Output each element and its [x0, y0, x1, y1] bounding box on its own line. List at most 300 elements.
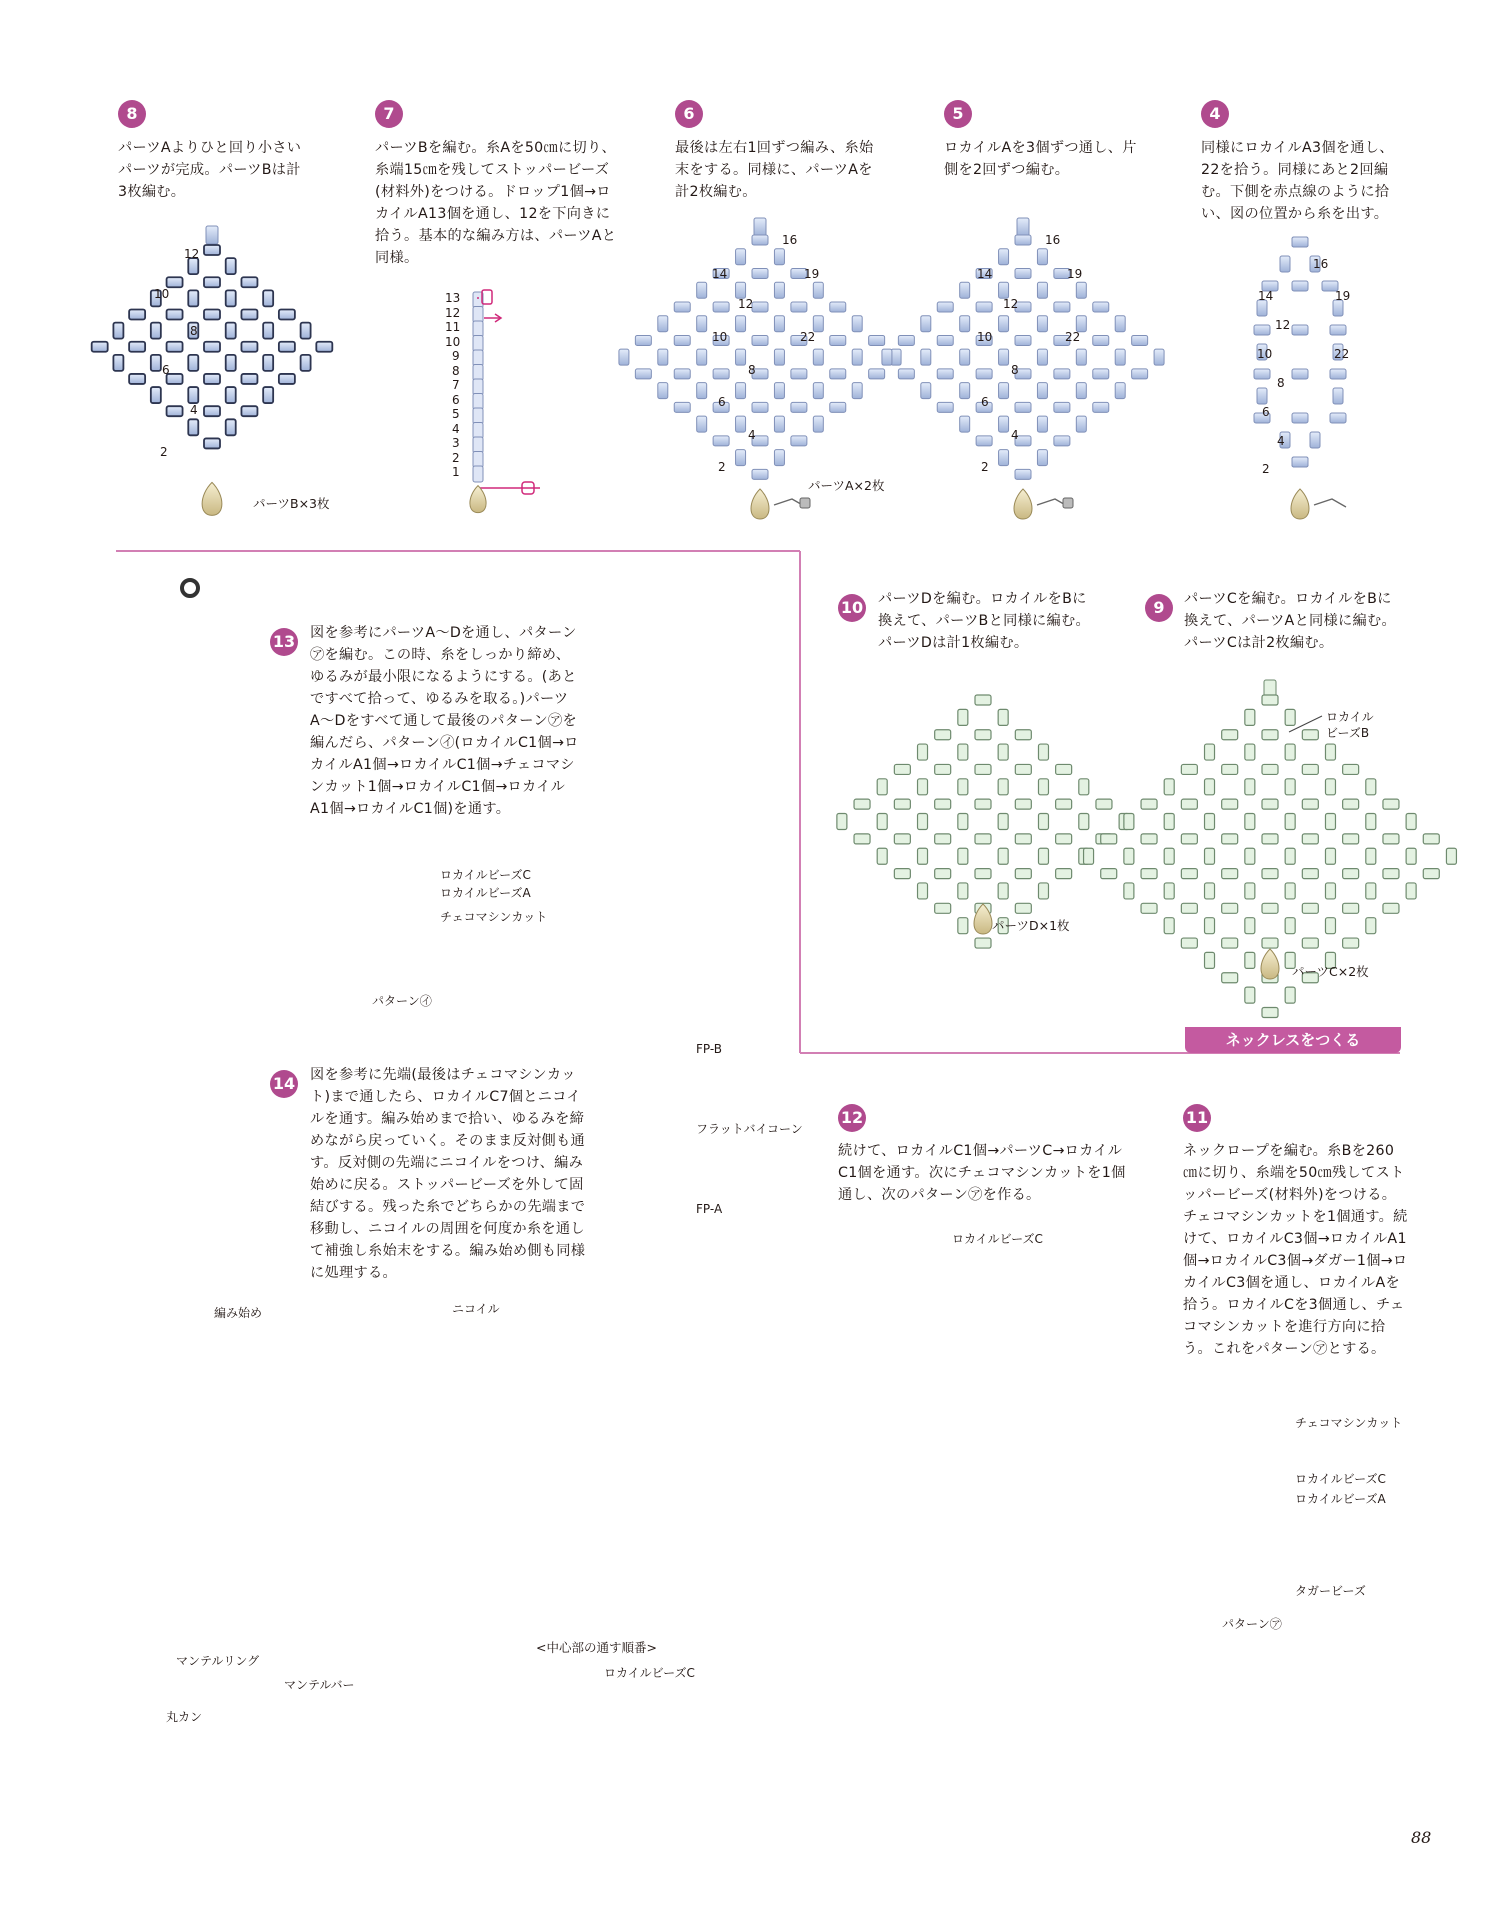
- bead: [1093, 335, 1109, 345]
- bead: [1325, 883, 1335, 899]
- step-13-badge: 13: [270, 628, 298, 656]
- parts-c-diagram: [1084, 680, 1457, 1017]
- bead: [1292, 325, 1308, 335]
- bead: [1164, 814, 1174, 830]
- label-partsD-x1: パーツD×1枚: [992, 918, 1070, 933]
- diagram-number: 2: [718, 460, 726, 474]
- step-10-badge: 10: [838, 594, 866, 622]
- bead: [1330, 369, 1346, 379]
- diagram-number: 2: [981, 460, 989, 474]
- label-dagger: タガービーズ: [1295, 1584, 1366, 1598]
- row-number: 13: [445, 291, 461, 305]
- step-11-text: ネックロープを編む。糸Bを260㎝に切り、糸端を50㎝残してストッパービーズ(材料外)をつける。チェコマシンカットを1個通す。続けて、ロカイルC3個→ロカイルA1個→ロカイルC3個→ダガー1個→ロカイルC3個を通し、ロカイルAを拾う。ロカイルCを3個通し、チェコマシンカットを進行方向に拾う。これをパターン㋐とする。: [1183, 1143, 1408, 1357]
- bead: [1101, 869, 1117, 879]
- step-8-badge: 8: [118, 100, 146, 128]
- bead: [752, 302, 768, 312]
- page-number: 88: [1411, 1828, 1432, 1847]
- bead: [813, 383, 823, 399]
- label-rocaille-c-11: ロカイルビーズC: [1295, 1472, 1386, 1486]
- bead: [975, 695, 991, 705]
- bead: [1056, 764, 1072, 774]
- bead: [1262, 1007, 1278, 1017]
- bead: [852, 316, 862, 332]
- bead: [1325, 779, 1335, 795]
- bead: [998, 848, 1008, 864]
- bead: [1280, 256, 1290, 272]
- bead: [1205, 952, 1215, 968]
- bead: [813, 349, 823, 365]
- bead: [1245, 814, 1255, 830]
- bead: [1164, 883, 1174, 899]
- bead: [813, 282, 823, 298]
- bead: [752, 235, 768, 245]
- bead: [113, 355, 123, 371]
- step-5-text: ロカイルAを3個ずつ通し、片側を2回ずつ編む。: [944, 140, 1137, 178]
- stopper-bead: [800, 498, 810, 508]
- bead: [752, 402, 768, 412]
- step-6-text: 最後は左右1回ずつ編み、糸始末をする。同様に、パーツAを計2枚編む。: [675, 140, 874, 200]
- label-mantel-bar: マンテルバー: [284, 1678, 355, 1692]
- bead: [1115, 383, 1125, 399]
- bead: [1164, 848, 1174, 864]
- bead: [1038, 814, 1048, 830]
- bead: [1079, 779, 1089, 795]
- bead: [1115, 349, 1125, 365]
- bead: [206, 226, 218, 244]
- bead: [1285, 918, 1295, 934]
- drop-bead: [1291, 489, 1309, 519]
- step-7-badge: 7: [375, 100, 403, 128]
- bead: [1325, 918, 1335, 934]
- bead: [1154, 349, 1164, 365]
- bead: [935, 834, 951, 844]
- bead: [1205, 814, 1215, 830]
- bead: [1292, 369, 1308, 379]
- bead: [830, 402, 846, 412]
- bead: [937, 302, 953, 312]
- label-partsA-x2: パーツA×2枚: [808, 478, 885, 493]
- bead: [1222, 730, 1238, 740]
- diagram-number: 8: [1277, 376, 1285, 390]
- bead: [960, 282, 970, 298]
- bead: [937, 369, 953, 379]
- bead: [301, 355, 311, 371]
- diagram-number: 16: [1313, 257, 1329, 271]
- bead: [1015, 469, 1031, 479]
- bead: [1124, 848, 1134, 864]
- bead: [1038, 848, 1048, 864]
- bead: [894, 834, 910, 844]
- bead: [998, 779, 1008, 795]
- bead: [1285, 744, 1295, 760]
- bead: [1076, 416, 1086, 432]
- bead: [635, 335, 651, 345]
- diagram-number: 4: [190, 403, 198, 417]
- bead: [473, 423, 483, 439]
- bead: [830, 369, 846, 379]
- bead: [1383, 903, 1399, 913]
- bead: [1423, 869, 1439, 879]
- label-rocaille: ロカイル: [1326, 710, 1374, 724]
- bead: [1292, 457, 1308, 467]
- diagram-number: 10: [1257, 347, 1273, 361]
- bead: [1406, 814, 1416, 830]
- bead: [167, 309, 183, 319]
- bead: [279, 374, 295, 384]
- bead: [882, 349, 892, 365]
- needle: [1314, 499, 1346, 507]
- bead: [774, 316, 784, 332]
- bead: [674, 302, 690, 312]
- bead: [1245, 744, 1255, 760]
- diagram-number: 22: [1334, 347, 1350, 361]
- bead: [1302, 869, 1318, 879]
- bead: [1343, 938, 1359, 948]
- step-10-text: パーツDを編む。ロカイルをBに換えて、パーツBと同様に編む。パーツDは計1枚編む。: [878, 591, 1091, 651]
- bead: [774, 416, 784, 432]
- bead: [1015, 764, 1031, 774]
- bead: [1181, 938, 1197, 948]
- bead: [774, 282, 784, 298]
- bead: [1285, 848, 1295, 864]
- bead: [1054, 302, 1070, 312]
- bead: [877, 779, 887, 795]
- bead: [791, 436, 807, 446]
- bead: [1015, 730, 1031, 740]
- bead: [1245, 987, 1255, 1003]
- bead: [1262, 764, 1278, 774]
- bead: [1325, 744, 1335, 760]
- bead: [697, 316, 707, 332]
- bead: [958, 814, 968, 830]
- bead: [1017, 218, 1029, 236]
- diagram-number: 8: [748, 363, 756, 377]
- bead: [204, 438, 220, 448]
- bead: [736, 282, 746, 298]
- nicoil-ring: [182, 580, 198, 596]
- bead: [1343, 869, 1359, 879]
- bead: [1037, 383, 1047, 399]
- bead: [854, 799, 870, 809]
- bead: [1076, 282, 1086, 298]
- bead: [129, 342, 145, 352]
- bead: [918, 883, 928, 899]
- bead: [1115, 316, 1125, 332]
- bead: [241, 277, 257, 287]
- step-4-text: 同様にロカイルA3個を通し、22を拾う。同様にあと2回編む。下側を赤点線のように拾い、図の位置から糸を出す。: [1201, 140, 1394, 222]
- bead: [113, 323, 123, 339]
- bead: [1292, 281, 1308, 291]
- row-number: 5: [452, 407, 460, 421]
- row-number: 4: [452, 421, 460, 436]
- bead: [877, 814, 887, 830]
- bead: [958, 848, 968, 864]
- parts-b-diagram: [92, 226, 333, 515]
- bead: [1285, 987, 1295, 1003]
- bead: [1079, 814, 1089, 830]
- bead: [1015, 268, 1031, 278]
- bead: [752, 335, 768, 345]
- bead: [1181, 764, 1197, 774]
- row-number: 7: [452, 378, 460, 392]
- bead: [774, 349, 784, 365]
- bead: [975, 764, 991, 774]
- bead: [854, 834, 870, 844]
- bead: [1383, 799, 1399, 809]
- bead: [1222, 764, 1238, 774]
- bead: [830, 302, 846, 312]
- diagram-number: 4: [1277, 434, 1285, 448]
- bead: [999, 316, 1009, 332]
- step-9-text: パーツCを編む。ロカイルをBに換えて、パーツAと同様に編む。パーツCは計2枚編む。: [1184, 591, 1396, 651]
- bead: [852, 349, 862, 365]
- bead: [1302, 834, 1318, 844]
- diagram-number: 14: [977, 267, 993, 281]
- bead: [1054, 402, 1070, 412]
- diagram-number: 4: [748, 428, 756, 442]
- bead: [736, 450, 746, 466]
- label-marukan: 丸カン: [166, 1710, 203, 1724]
- bead: [226, 355, 236, 371]
- row-number: 3: [452, 436, 460, 450]
- row-number: 9: [452, 349, 460, 363]
- bead: [129, 374, 145, 384]
- bead: [1285, 779, 1295, 795]
- bead: [241, 309, 257, 319]
- bead: [473, 350, 483, 366]
- bead: [1406, 883, 1416, 899]
- bead: [1302, 730, 1318, 740]
- bead: [935, 764, 951, 774]
- bead: [998, 709, 1008, 725]
- bead: [473, 394, 483, 410]
- bead: [791, 369, 807, 379]
- label-patternA-11: パターン㋐: [1222, 1617, 1282, 1631]
- step-5-badge: 5: [944, 100, 972, 128]
- step-8-text: パーツAよりひと回り小さいパーツが完成。パーツBは計3枚編む。: [118, 140, 302, 200]
- row-number: 6: [452, 392, 460, 407]
- bead: [1366, 918, 1376, 934]
- bead: [935, 799, 951, 809]
- bead: [1302, 799, 1318, 809]
- drop-bead: [1014, 489, 1032, 519]
- bead: [736, 383, 746, 399]
- bead: [1292, 237, 1308, 247]
- bead: [1245, 883, 1255, 899]
- bead: [473, 408, 483, 424]
- bead: [1037, 282, 1047, 298]
- bead: [1076, 349, 1086, 365]
- diagram-number: 16: [1045, 233, 1061, 247]
- bead: [1205, 918, 1215, 934]
- bead: [1037, 450, 1047, 466]
- bead: [999, 282, 1009, 298]
- bead: [151, 387, 161, 403]
- bead: [975, 938, 991, 948]
- bead: [960, 416, 970, 432]
- bead: [1222, 834, 1238, 844]
- bead: [473, 437, 483, 453]
- bead: [1366, 883, 1376, 899]
- bead: [1245, 779, 1255, 795]
- diagram-number: 19: [804, 267, 820, 281]
- bead: [241, 374, 257, 384]
- bead: [1366, 848, 1376, 864]
- label-center-order: <中心部の通す順番>: [536, 1640, 657, 1655]
- bead: [1262, 869, 1278, 879]
- bead: [204, 277, 220, 287]
- bead: [473, 336, 483, 352]
- bead: [958, 883, 968, 899]
- bead: [998, 744, 1008, 760]
- necklace-ropes: [182, 580, 198, 596]
- diagram-number: 6: [718, 395, 726, 409]
- label-fpa: FP-A: [696, 1202, 723, 1216]
- bead: [894, 869, 910, 879]
- diagram-number: 14: [1258, 289, 1274, 303]
- bead: [921, 316, 931, 332]
- bead: [619, 349, 629, 365]
- bead: [241, 342, 257, 352]
- bead: [713, 369, 729, 379]
- bead: [167, 406, 183, 416]
- bead: [752, 268, 768, 278]
- bead: [837, 814, 847, 830]
- bead: [473, 452, 483, 468]
- label-fpb: FP-B: [696, 1042, 723, 1056]
- diagram-number: 8: [1011, 363, 1019, 377]
- bead: [1093, 402, 1109, 412]
- bead: [473, 307, 483, 323]
- bead: [188, 290, 198, 306]
- bead: [1084, 848, 1094, 864]
- bead: [1254, 325, 1270, 335]
- diagram-number: 10: [712, 330, 728, 344]
- stopper-bead: [1063, 498, 1073, 508]
- bead: [736, 249, 746, 265]
- bead: [1056, 869, 1072, 879]
- bead: [92, 342, 108, 352]
- bead: [1132, 369, 1148, 379]
- label-rocaille-a-11: ロカイルビーズA: [1295, 1492, 1386, 1506]
- bead: [1262, 834, 1278, 844]
- bead: [1101, 834, 1117, 844]
- bead: [958, 918, 968, 934]
- bead: [697, 282, 707, 298]
- label-patternI-13: パターン㋑: [372, 994, 432, 1008]
- bead: [226, 387, 236, 403]
- bead: [998, 883, 1008, 899]
- row-number: 11: [445, 320, 461, 334]
- bead: [1205, 848, 1215, 864]
- bead: [1037, 416, 1047, 432]
- bead: [1245, 848, 1255, 864]
- bead: [791, 402, 807, 412]
- label-rocaille-a-13: ロカイルビーズA: [440, 886, 531, 900]
- bead: [736, 416, 746, 432]
- parts-b-start-column: [470, 290, 540, 513]
- bead: [958, 709, 968, 725]
- bead: [674, 402, 690, 412]
- diagram-number: 16: [782, 233, 798, 247]
- parts-a-diagram-6: [619, 218, 901, 519]
- bead: [1132, 335, 1148, 345]
- bead: [975, 834, 991, 844]
- diagram-number: 12: [184, 247, 200, 261]
- bead: [1343, 834, 1359, 844]
- bead: [1093, 369, 1109, 379]
- bead: [1015, 834, 1031, 844]
- bead: [263, 323, 273, 339]
- bead: [674, 369, 690, 379]
- label-partsB-x3: パーツB×3枚: [253, 496, 330, 511]
- bead: [918, 779, 928, 795]
- bead: [1096, 799, 1112, 809]
- label-nikoil: ニコイル: [452, 1302, 500, 1316]
- parts-a-diagram-4: [1254, 237, 1346, 519]
- bead: [1205, 883, 1215, 899]
- bead: [998, 814, 1008, 830]
- bead: [263, 290, 273, 306]
- bead: [697, 416, 707, 432]
- bead: [1262, 799, 1278, 809]
- bead: [1383, 869, 1399, 879]
- bead: [918, 848, 928, 864]
- bead: [1038, 779, 1048, 795]
- bead: [894, 764, 910, 774]
- bead: [975, 799, 991, 809]
- bead: [204, 342, 220, 352]
- bead: [1141, 869, 1157, 879]
- bead: [1222, 938, 1238, 948]
- bead: [1015, 402, 1031, 412]
- bead: [1205, 744, 1215, 760]
- bead: [301, 323, 311, 339]
- step-13-text: 図を参考にパーツA〜Dを通し、パターン㋐を編む。この時、糸をしっかり締め、ゆるみが最小限になるようにする。(あとですべて拾って、ゆるみを取る。)パーツA〜Dをすべて通して最後のパターン㋐を編んだら、パターン㋑(ロカイルC1個→ロカイルA1個→ロカイルC1個→チェコマシンカット1個→ロカイルC1個→ロカイルA1個→ロカイルC1個)を通す。: [310, 625, 579, 817]
- bead: [918, 814, 928, 830]
- bead: [935, 730, 951, 740]
- bead: [713, 302, 729, 312]
- bead: [151, 355, 161, 371]
- bead: [976, 302, 992, 312]
- bead: [1245, 709, 1255, 725]
- bead: [1245, 918, 1255, 934]
- bead: [958, 744, 968, 760]
- bead: [960, 383, 970, 399]
- bead: [226, 258, 236, 274]
- bead: [975, 869, 991, 879]
- diagram-number: 6: [981, 395, 989, 409]
- bead: [1423, 834, 1439, 844]
- bead: [999, 416, 1009, 432]
- bead: [263, 387, 273, 403]
- bead: [167, 277, 183, 287]
- bead: [1262, 695, 1278, 705]
- section-header: ネックレスをつくる: [1185, 1027, 1401, 1053]
- bead: [129, 309, 145, 319]
- bead: [1181, 799, 1197, 809]
- bead: [975, 730, 991, 740]
- bead: [316, 342, 332, 352]
- bead: [658, 316, 668, 332]
- bead: [1325, 814, 1335, 830]
- bead: [204, 374, 220, 384]
- bead: [1015, 335, 1031, 345]
- bead: [1093, 302, 1109, 312]
- diagram-number: 19: [1067, 267, 1083, 281]
- bead: [204, 406, 220, 416]
- bead: [1038, 744, 1048, 760]
